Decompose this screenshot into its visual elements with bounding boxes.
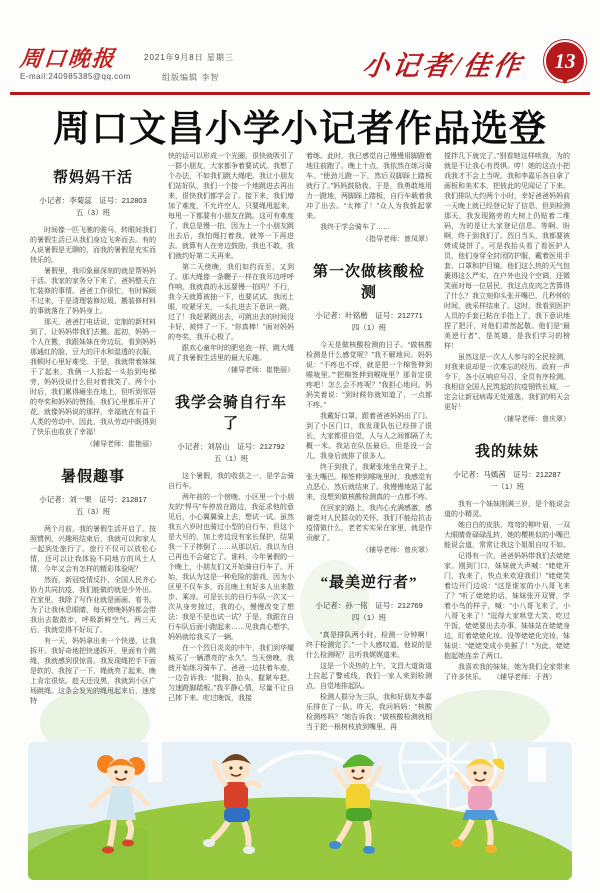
paragraph: 快的话可以形成一个光圈，很快就吸引了一群小朋友，大家都争着要试试。我想了个办法，不如我们跳大绳吧。我让小朋友们站好队，我们一个接一个地跳进去再出来，很快我们都学会了。接下来，我们增加了难度，不允许空人，只要绳甩起来，每甩一下都要有小朋友在跳。这可有难度了，我总是慢一拍，因为上一个小朋友跳出去后，我怕绳打着我，就等一下再进去。就算有人在旁边鼓励，我也不敢，我们就约好第二天再来。	[168, 153, 294, 260]
byline-class: 四（1）班	[351, 613, 387, 622]
paragraph: 有一天，妈妈拿出来一个快递，让我拆开。我好奇地把快递拆开，里面有个跳绳，我就感到很惊喜。我发现绳把手下面是软的，我按了一下，绳就亮了起来，晚上肯定很炫。趁天还没黑，我就到小区广场跳绳。这条会发光的绳甩起来后，速度特	[30, 638, 156, 705]
article-byline	[168, 441, 294, 465]
illustration-svg	[28, 742, 572, 880]
article-title: 暑假趣事	[60, 469, 125, 485]
paragraph: 她白白的皮肤，弯弯的柳叶眉，一双大眼睛骨碌碌乱转，她的樱桃似的小嘴巴能说会道，常常让我这个姐姐自叹不如。	[444, 522, 570, 549]
byline-class: 四（1）班	[351, 323, 387, 332]
article-byline	[306, 310, 432, 334]
paragraph: 搅拌几下就完了。”别看她这样哄我，为的就是不让我心有畏惧。哼！她的这点小把戏我才不会上当呢。我和李嘉乐各自拿了画板和美术本，把彼此的见闻记了下来。我们排队大约两个小时，幸好爸爸妈妈前一天晚上就已经登记好了信息，但到检测那天，我发现路旁的大树上仍贴着二维码，为的是让大家登记信息。等啊、盼啊，终于到我们了。烈日当头，我都要被烤成烧饼了。可是我抬头看了看医护人员，他们身穿全封闭防护服，戴着医用手套、口罩和护目镜。他们这么热的天气包裹得这么严实，在户外也没个空调，还微笑面对每一位居民，我这点皮肉之苦算得了什么？我立刻仰头张开嘴巴，几秒钟的时间，就采样结束了。这时，我看到医护人员的手套已粘在手指上了，我下意识地捏了把汗，对他们肃然起敬。他们是“最美逆行者”，是英雄，是我们学习的榜样！	[444, 153, 570, 350]
article-title: “最美逆行者”	[320, 575, 418, 591]
article-columns	[30, 152, 570, 744]
paragraph: 两年前的一个傍晚，小区里一个小朋友的“悍马”车停放在路边，我征求他的意见后，小心翼翼骑上去，想试一试。虽然我五六岁时也骑过小型的自行车，但这个是大号的，加上旁边没有家长保护，结果我一下子摔倒了……从那以后，我以为自己再也不会碰它了。谁料，今年暑假的一个晚上，小朋友们又开始骑自行车了。开始，我认为这是一种危险的游戏，因为小区里不仅车多，而且晚上有好多人出来散步、乘凉。可是长长的自行车队一次又一次从身旁掠过，我的心，慢慢改变了想法：我是不是也试一试？于是，我跟在自行车队后面小跑起来……见我真心想学，妈妈就给我买了一辆。	[168, 494, 294, 641]
byline-reporter: 小记者：孙一铭 证号：212769	[315, 601, 423, 610]
byline-reporter: 小记者：刘一果 证号：212817	[39, 495, 147, 504]
article-title: 我的妹妹	[474, 444, 539, 460]
byline-class: 一（1）班	[489, 482, 525, 491]
article-title: 第一次做核酸检测	[312, 264, 425, 301]
paragraph: 着练。此时，我已感觉自己慢慢用脚蹬着地往前跑了。晚上十点，我依然在练习骑车。“使劲儿蹬一下，然后双脚踩上踏板就行了。”妈妈鼓励我。于是，我勇敢地用力一蹬地，两脚踩上踏板，自行车载着我冲了出去。“太棒了！”众人为我鼓起掌来。	[306, 153, 432, 220]
tutor-credit: （指导老师：曾凤翠）	[362, 236, 432, 243]
paragraph: 我喜欢我的妹妹，她为我们全家带来了许多快乐。 （辅导老师：于茜）	[444, 664, 570, 681]
newspaper-column	[306, 152, 432, 744]
paragraph: 检测人群分为三队，我和好朋友李嘉乐排在了一队。昨天，我问妈妈：“核酸检测疼吗？”她告诉我：“做核酸检测就相当于把一根树枝放到嘴里，再	[306, 694, 432, 731]
paragraph: “真是排队两小时，检测一分钟啊！终于检测完了。”一个人感叹道。他说的是什么检测呢？且听我娓娓道来。	[306, 632, 432, 659]
article-byline	[306, 600, 432, 624]
newspaper-column	[444, 152, 570, 744]
paragraph: 在回家的路上，我内心充满感激，感谢党对人民群众的关怀。我们不能给抗击疫情做什么，老老实实呆在家里，就是作贡献了。	[306, 505, 432, 542]
paragraph: 终于到我了，我紧张地坐在凳子上，张大嘴巴。棉签伸到喉咙里时，我感觉有点恶心，然后就结束了。我慢慢地站了起来，没想到做核酸检测真的一点都不疼。	[306, 464, 432, 501]
page-headline: 周口文昌小学小记者作品选登	[53, 109, 547, 150]
byline-class: 五（1）班	[213, 454, 249, 463]
newspaper-masthead: 周口晚报	[18, 46, 118, 71]
header-rule	[10, 92, 590, 95]
article-byline	[30, 195, 156, 219]
children-playing-illustration	[28, 742, 572, 880]
byline-reporter: 小记者：马嫣茜 证号：212287	[453, 470, 561, 479]
byline-class: 五（3）班	[75, 507, 111, 516]
paragraph: 在一个烈日炎炎的中午，我们到华耀城买了一辆漂亮的“永久”。当天傍晚，我就开始练习骑车了。爸爸一边扶着车座，一边告诉我：“挺胸、抬头、握紧车把，匀速蹬脚踏板。”我平静心情，尽量不让自己摔下来。吃过晚饭，我接	[168, 645, 294, 702]
paragraph: 第二天傍晚，我们如约而至，又到了。那大绳像一条鞭子一样在我耳边呼呼作响，我就真的永远要慢一拍吗？不行，我今天就算被抽一下，也要试试。我闭上眼，咬紧牙关，一头扎进去下意识一跳，过了！我赶紧跳出去，可跳出去的时间没卡好，被绊了一下。“你真棒！”面对妈妈的夸奖，我开心极了。	[168, 264, 294, 341]
paragraph: 我有一个妹妹刚满三岁，是个能说会道的小精灵。	[444, 501, 570, 518]
paragraph: 我终于学会骑车了……	[320, 224, 390, 231]
article-title: 帮妈妈干活	[52, 170, 133, 186]
dateline: 2021年9月8日 星期三	[144, 53, 234, 62]
newspaper-column	[30, 152, 156, 744]
paragraph: 虽然这是一次人人参与的全民检测，对我来说却是一次难忘的经历。政府一声令下，各小区响应号召，全员有序检测。我相信全国人民筑起的抗疫钢铁长城，一定会让新冠病毒无处遁逃，我们的明天会更好！	[444, 354, 570, 411]
paragraph: 这个暑假，我的收获之一，是学会骑自行车。	[168, 473, 294, 490]
article-byline	[30, 494, 156, 518]
tutor-credit: （辅导老师：崔艳丽）	[86, 441, 156, 448]
email-line: E-mail:240985385@qq.com	[20, 72, 131, 81]
paragraph: 然而，新冠疫情反扑，全国人民齐心协力共同抗疫，我们能做的就是少外出。在家里，我除了写作业就是画画、看书。为了让我休息眼睛，每天傍晚妈妈都会带我出去散散步，呼吸新鲜空气。两三天后，我就觉得不好玩了。	[30, 577, 156, 634]
paragraph: 时间像一匹飞驰的骏马，转眼间我们的暑假生活已从我们身边飞奔而去。有的人说暑假是无聊的，而我的暑假是充实而快乐的。	[30, 227, 156, 264]
newspaper-column	[168, 152, 294, 744]
byline-class: 五（3）班	[75, 208, 111, 217]
section-title: 小记者/佳作	[361, 51, 526, 81]
byline-reporter: 小记者：李菊蕊 证号：212803	[39, 196, 147, 205]
page-header	[12, 40, 588, 90]
paragraph: 那天，爸爸打电话说，定制的新材料到了，让妈妈带我们去搬。起初，妈妈一个人在搬，我跟妹妹在旁边玩，看到妈妈那通红的脸、豆大的汗水和湿透的衣服，我顿时心里好难受。于是，我就带着妹妹干了起来，我俩一人抬起一头抬到电梯旁，妈妈没说什么但对着我笑了。两个小时后，我们累得瘫坐在地上，但听到邻居的夸奖和妈妈的赞扬，我们心里都乐开了花。就像妈妈说的那样，幸福就在有益于人类的劳动中。因此，我从劳动中既得到了快乐也收获了幸福！	[30, 319, 156, 436]
paragraph: 这是一个炎热的上午，文昌大道街道上拉起了警戒线，我们一家人来到检测点，自觉地排起队。	[306, 663, 432, 690]
paragraph: 今天是做核酸检测的日子。“做核酸检测是什么感觉呢？”我不解地问。妈妈说：“不疼也不痒，就是把一个棉签伸到喉咙里。”“把棉签伸到喉咙里？那肯定很疼吧！怎么会不疼呢？”我担心地问。妈妈笑着说：“到时候你就知道了，一点都不疼。”	[306, 342, 432, 409]
paragraph: 跟欢心童年时的肥皂泡一样，跳大绳成了我暑假生活里的最大乐趣。	[168, 345, 294, 362]
paragraph: 记得有一次，爸爸妈妈带我们去姥姥家。刚到门口，妹妹就大声喊：“姥姥开门，我来了，快点来欢迎我们！”姥姥笑着边开门边说：“这是谁家的小八哥飞来了？”听了姥姥的话，妹妹张开双臂，学着小鸟的样子，喊：“小八哥飞来了，小八哥飞来了！”逗得大家哄堂大笑。吃过午饭，姥姥要出去办事，妹妹站在姥姥身边，盯着姥姥化妆。没等姥姥化完妆，妹妹说：“姥姥变成小美猴了！”为此，姥姥抱起她连亲了两口。	[444, 553, 570, 660]
article-byline	[444, 469, 570, 493]
paragraph: 两个月前，我的暑假生活开启了。按照惯例，兴趣班结束后，我就可以和家人一起到处旅行了。旅行不仅可以放松心情，还可以让我体验不同地方的风土人情，今年又会有怎样的精彩体验呢？	[30, 526, 156, 573]
editor-line: 组版编辑 李智	[162, 73, 220, 82]
page-number-badge: 13	[544, 40, 586, 82]
paragraph: 我戴好口罩，跟着爸爸妈妈出了门。到了小区门口，我发现队伍已经排了很长，大家都很自觉，人与人之间都隔了大概一米。我站在队伍最后，但是没一会儿，我身后就排了很多人。	[306, 413, 432, 460]
byline-reporter: 小记者：叶铭楷 证号：212771	[315, 311, 423, 320]
byline-reporter: 小记者：刘居山 证号：212792	[177, 442, 285, 451]
article-title: 我学会骑自行车了	[174, 395, 287, 432]
tutor-credit: （辅导老师：曾庆翠）	[362, 547, 432, 554]
tutor-credit: （辅导老师：崔艳丽）	[224, 367, 294, 374]
paragraph: 暑假里，我印象最深刻的就是帮妈妈干活。我家的家务分下来了，爸妈整天在忙装修的事情。爸爸工作很忙，有时候顾不过来，于是清理装修垃圾、搬装修材料的事就落在了妈妈身上。	[30, 268, 156, 315]
tutor-credit: （辅导老师：曾庆翠）	[500, 416, 570, 423]
